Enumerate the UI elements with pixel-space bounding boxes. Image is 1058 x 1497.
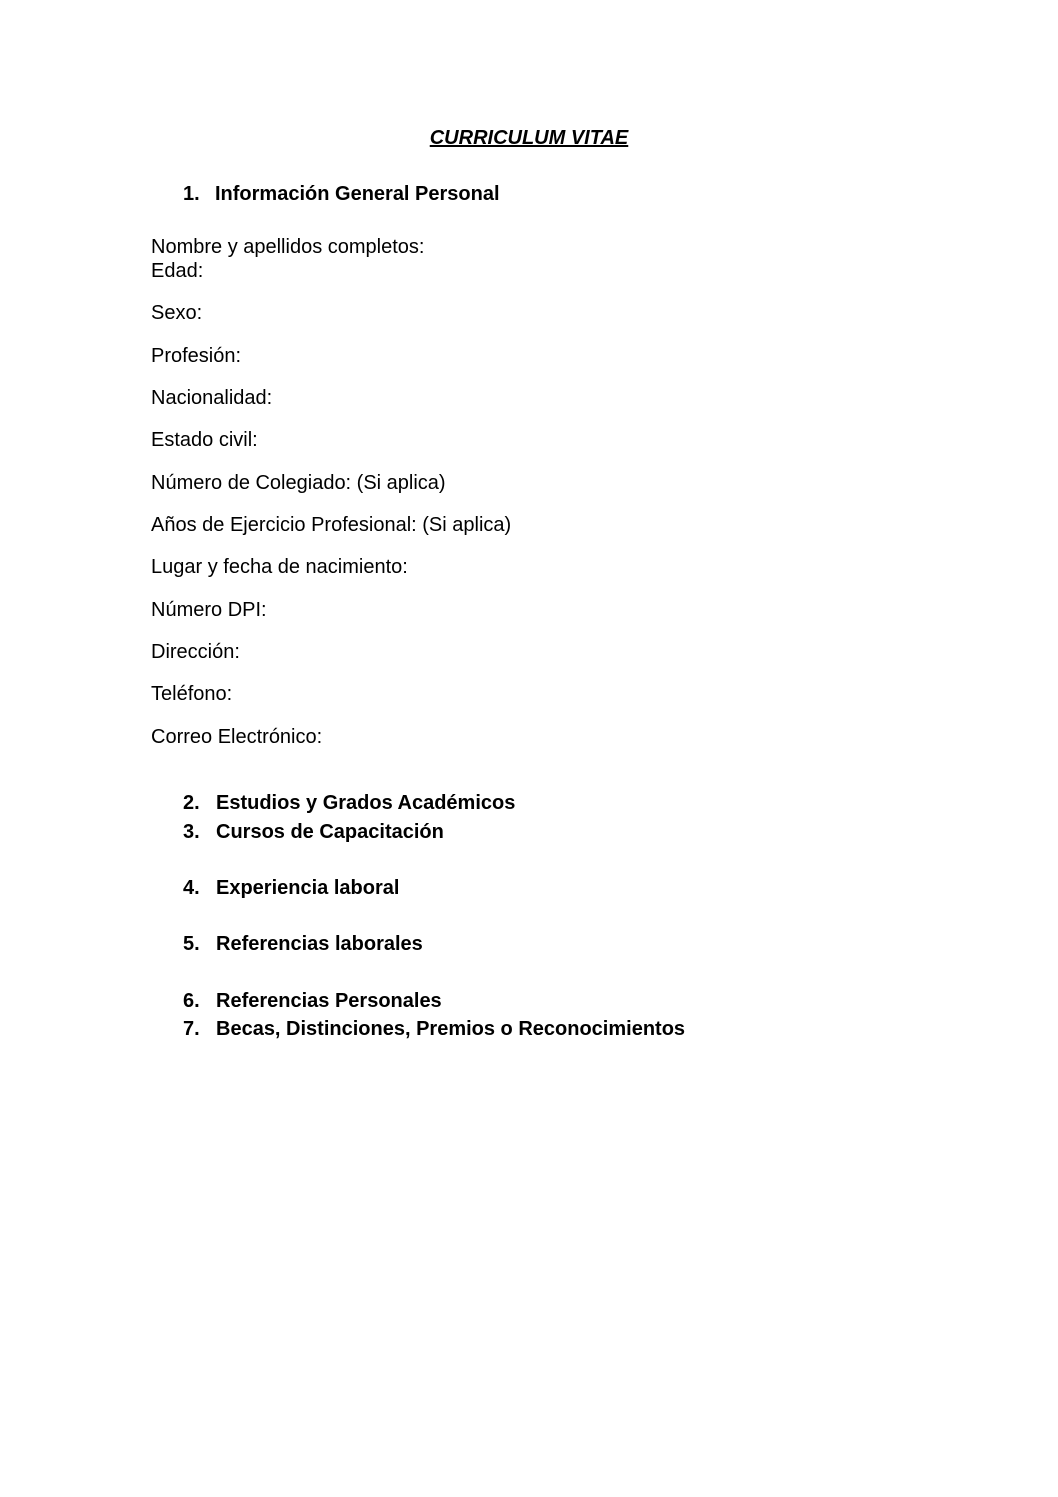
section-label: Experiencia laboral — [216, 877, 400, 899]
field-label: Sexo: — [151, 302, 203, 324]
field-label: Años de Ejercicio Profesional: (Si aplica) — [151, 514, 512, 536]
field-label: Dirección: — [151, 641, 240, 663]
section-label: Becas, Distinciones, Premios o Reconocimientos — [216, 1018, 686, 1040]
field-label: Número DPI: — [151, 599, 267, 621]
section-number: 3. — [183, 821, 200, 843]
field-label: Nombre y apellidos completos: — [151, 236, 425, 258]
section-number: 7. — [183, 1018, 200, 1040]
section-number: 5. — [183, 933, 200, 955]
field-label: Edad: — [151, 260, 204, 282]
section-label: Estudios y Grados Académicos — [216, 792, 516, 814]
field-label: Nacionalidad: — [151, 387, 273, 409]
document-title: CURRICULUM VITAE — [429, 127, 629, 149]
section-label: Información General Personal — [215, 183, 500, 205]
field-label: Profesión: — [151, 345, 242, 367]
section-number: 1. — [183, 183, 200, 205]
field-label: Correo Electrónico: — [151, 726, 323, 748]
section-number: 6. — [183, 990, 200, 1012]
section-number: 2. — [183, 792, 200, 814]
section-label: Cursos de Capacitación — [216, 821, 444, 843]
field-label: Número de Colegiado: (Si aplica) — [151, 472, 446, 494]
field-label: Teléfono: — [151, 683, 233, 705]
section-label: Referencias laborales — [216, 933, 423, 955]
field-label: Lugar y fecha de nacimiento: — [151, 556, 408, 578]
section-label: Referencias Personales — [216, 990, 442, 1012]
field-label: Estado civil: — [151, 429, 258, 451]
section-number: 4. — [183, 877, 200, 899]
